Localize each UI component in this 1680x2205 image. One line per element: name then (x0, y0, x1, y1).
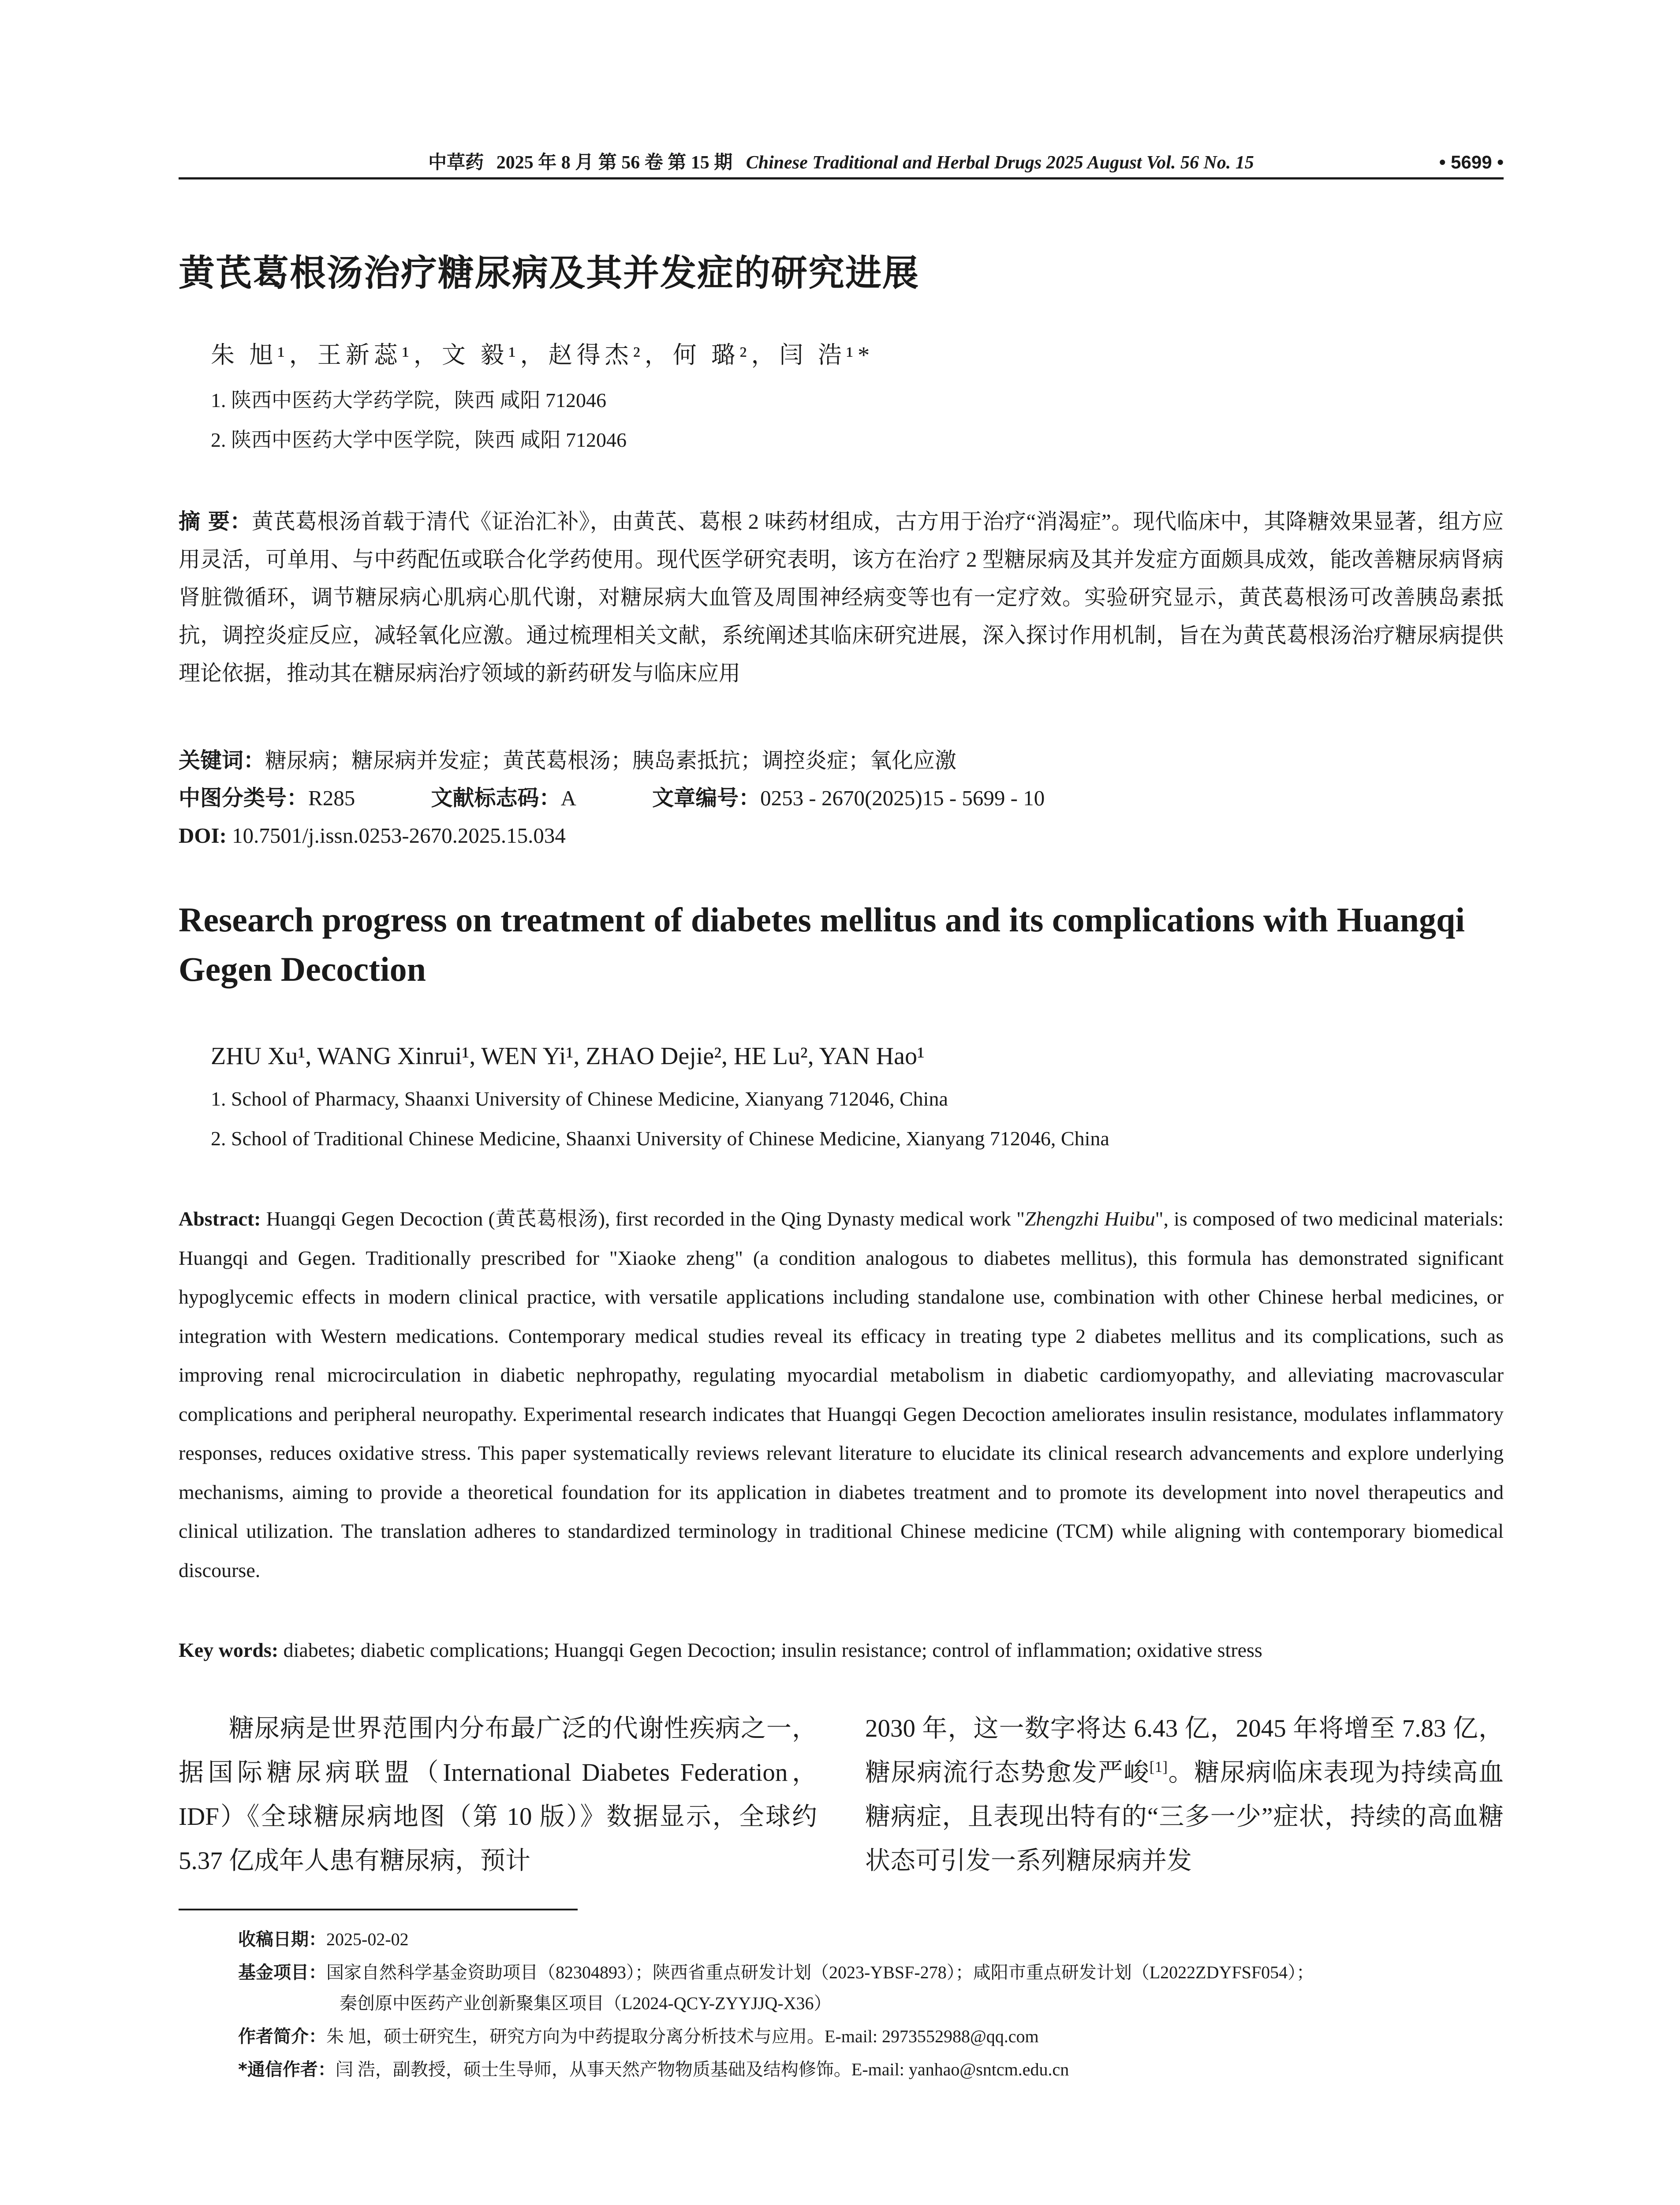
header-journal-info (179, 149, 1504, 176)
title-en: Research progress on treatment of diabetes mellitus and its complications with Huangqi Gegen Decoction (179, 901, 1465, 988)
footnote-author (238, 2024, 1039, 2049)
keywords-cn (179, 745, 956, 776)
body-column-left: 糖尿病是世界范围内分布最广泛的代谢性疾病之一，据国际糖尿病联盟（International Diabetes Federation，IDF）《全球糖尿病地图（第 10 版）》数据显示，全球约 5.37 亿成年人患有糖尿病，预计 (179, 1715, 817, 1875)
fund-line-2: 秦创原中医药产业创新聚集区项目（L2024-QCY-ZYYJJQ-X36） (340, 1993, 832, 2013)
corresponding-info: 闫 浩，副教授，硕士生导师，从事天然产物物质基础及结构修饰。E-mail: yanhao@sntcm.edu.cn (335, 2059, 1069, 2079)
body-column-right (865, 1707, 1504, 1883)
doi-row (179, 820, 566, 851)
keywords-cn-label: 关键词： (179, 748, 265, 773)
authors-en: ZHU Xu¹, WANG Xinrui¹, WEN Yi¹, ZHAO Dejie², HE Lu², YAN Hao¹ (211, 1043, 925, 1070)
affiliation-en-2: 2. School of Traditional Chinese Medicine, Shaanxi University of Chinese Medicine, Xianyang 712046, China (211, 1127, 1109, 1150)
page-number: • 5699 • (1439, 152, 1504, 172)
received-date: 2025-02-02 (326, 1929, 409, 1949)
footnote-fund (238, 1960, 1314, 1985)
authors-cn: 朱 旭¹，王新蕊¹，文 毅¹，赵得杰²，何 璐²，闫 浩¹* (211, 342, 874, 368)
body-right-text-2: 。糖尿病临床表现为持续高血糖病症，且表现出特有的“三多一少”症状，持续的高血糖状态可引发一系列糖尿病并发 (865, 1759, 1504, 1875)
doc-code-value: A (560, 786, 576, 810)
author-info: 朱 旭，硕士研究生，研究方向为中药提取分离分析技术与应用。E-mail: 2973552988@qq.com (326, 2026, 1039, 2046)
title-cn: 黄芪葛根汤治疗糖尿病及其并发症的研究进展 (179, 252, 920, 294)
keywords-en-text: diabetes; diabetic complications; Huangqi Gegen Decoction; insulin resistance; control of inflammation; oxidative stress (278, 1639, 1262, 1661)
keywords-cn-text: 糖尿病；糖尿病并发症；黄芪葛根汤；胰岛素抵抗；调控炎症；氧化应激 (265, 748, 957, 773)
clc-label: 中图分类号： (179, 785, 309, 811)
footnote-received (238, 1927, 409, 1952)
doc-code-label: 文献标志码： (431, 785, 561, 811)
affiliation-cn-1: 1. 陕西中医药大学药学院，陕西 咸阳 712046 (211, 389, 606, 411)
doi-label: DOI: (179, 823, 227, 848)
affiliation-cn-2: 2. 陕西中医药大学中医学院，陕西 咸阳 712046 (211, 429, 627, 451)
abstract-en-text-2: ", is composed of two medicinal materials: Huangqi and Gegen. Traditionally prescribed for "Xiaoke zheng" (a condition analogous to diabetes mellitus), this formula has demonstrated significant hypoglycemic effects in modern clinical practice, with versatile applications including standalone use, combination with other Chinese herbal medicines, or integration with Western medications. Contemporary medical studies reveal its efficacy in treating type 2 diabetes mellitus and its complications, such as improving renal microcirculation in diabetic nephropathy, regulating myocardial metabolism in diabetic cardiomyopathy, and alleviating macrovascular complications and peripheral neuropathy. Experimental research indicates that Huangqi Gegen Decoction ameliorates insulin resistance, modulates inflammatory responses, reduces oxidative stress. This paper systematically reviews relevant literature to elucidate its clinical research advancements and explore underlying mechanisms, aiming to provide a theoretical foundation for its application in diabetes treatment and to promote its development into novel therapeutics and clinical utilization. The translation adheres to standardized terminology in traditional Chinese medicine (TCM) while aligning with contemporary biomedical discourse. (179, 1207, 1504, 1581)
journal-name-en: Chinese Traditional and Herbal Drugs 2025 August Vol. 56 No. 15 (746, 153, 1254, 173)
abstract-en (179, 1200, 1504, 1590)
abstract-en-italic: Zhengzhi Huibu (1024, 1207, 1155, 1230)
footnote-rule (179, 1909, 578, 1910)
keywords-en (179, 1633, 1504, 1668)
article-no-label: 文章编号： (652, 785, 761, 811)
affiliation-en-1: 1. School of Pharmacy, Shaanxi University of Chinese Medicine, Xianyang 712046, China (211, 1088, 948, 1110)
keywords-en-label: Key words: (179, 1639, 279, 1661)
fund-label: 基金项目： (238, 1962, 326, 1983)
doi-value: 10.7501/j.issn.0253-2670.2025.15.034 (226, 823, 566, 848)
classification-row (179, 783, 1045, 814)
abstract-cn-text: 黄芪葛根汤首载于清代《证治汇补》，由黄芪、葛根 2 味药材组成，古方用于治疗“消渴症”。现代临床中，其降糖效果显著，组方应用灵活，可单用、与中药配伍或联合化学药使用。现代医学研究表明，该方在治疗 2 型糖尿病及其并发症方面颇具成效，能改善糖尿病肾病肾脏微循环，调节糖尿病心肌病心肌代谢，对糖尿病大血管及周围神经病变等也有一定疗效。实验研究显示，黄芪葛根汤可改善胰岛素抵抗，调控炎症反应，减轻氧化应激。通过梳理相关文献，系统阐述其临床研究进展，深入探讨作用机制，旨在为黄芪葛根汤治疗糖尿病提供理论依据，推动其在糖尿病治疗领域的新药研发与临床应用 (179, 509, 1504, 685)
received-label: 收稿日期： (238, 1929, 326, 1950)
author-info-label: 作者简介： (238, 2026, 326, 2047)
footnote-corresponding (238, 2057, 1069, 2082)
abstract-cn (179, 503, 1504, 692)
fund-line-1: 国家自然科学基金资助项目（82304893）；陕西省重点研发计划（2023-YBSF-278）；咸阳市重点研发计划（L2022ZDYFSF054）； (326, 1962, 1314, 1982)
abstract-en-label: Abstract: (179, 1207, 261, 1230)
issue-info-cn: 2025 年 8 月 第 56 卷 第 15 期 (496, 153, 733, 173)
body-right-text-1: 2030 年，这一数字将达 6.43 亿，2045 年将增至 7.83 亿，糖尿病流行态势愈发严峻 (865, 1715, 1504, 1786)
clc-value: R285 (308, 786, 355, 810)
abstract-cn-label: 摘 要： (179, 509, 252, 534)
corresponding-label: *通信作者： (238, 2059, 336, 2080)
header-rule (179, 177, 1504, 179)
journal-name-cn: 中草药 (428, 151, 484, 173)
citation-ref[interactable]: [1] (1149, 1758, 1168, 1775)
article-no-value: 0253 - 2670(2025)15 - 5699 - 10 (760, 786, 1045, 810)
abstract-en-text-1: Huangqi Gegen Decoction (黄芪葛根汤), first recorded in the Qing Dynasty medical work " (261, 1207, 1025, 1230)
